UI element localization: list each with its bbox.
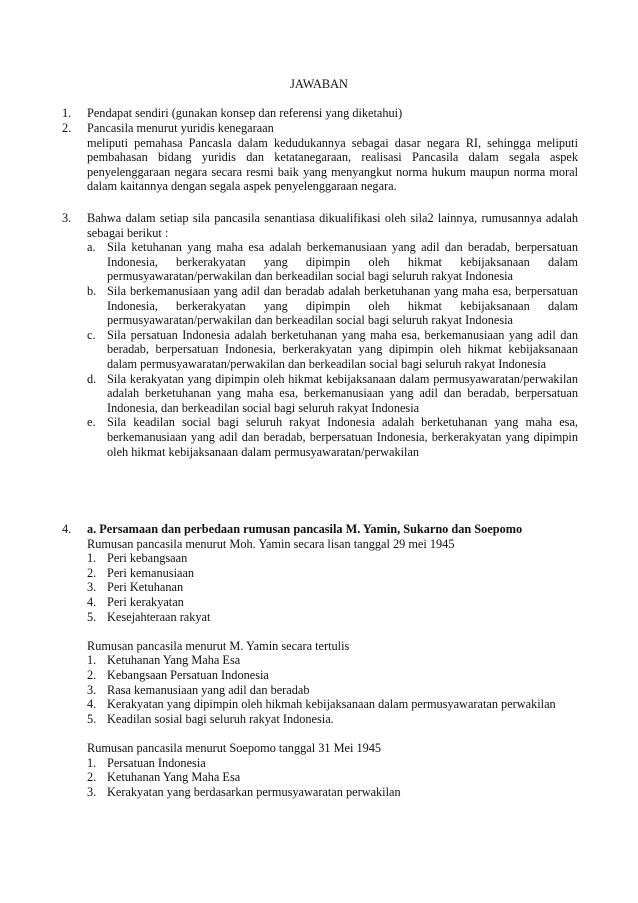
answer-1-text: Pendapat sendiri (gunakan konsep dan referensi yang diketahui) xyxy=(87,106,403,120)
group-title: Rumusan pancasila menurut M. Yamin secara tertulis xyxy=(87,638,350,653)
answer-1-number: 1. xyxy=(62,106,72,120)
list-item: 4. Peri kerakyatan xyxy=(87,594,184,609)
list-item: 1. Ketuhanan Yang Maha Esa xyxy=(87,653,241,668)
answer-2-text: meliputi pemahasa Pancasla dalam kedudukannya sebagai dasar negara RI, sehingga meliputi pembahasan bidang yuridis dan ketatanegaraan, realisasi Pancasila dalam segala aspek penyelenggaraan negara secara resmi baik yang menyangkut norma hukum maupun norma moral dalam kaitannya dengan segala aspek penyelenggaraan negara. xyxy=(87,135,578,194)
answer-4-group-yamin-lisan xyxy=(87,537,578,625)
answer-4-number: 4. xyxy=(62,522,72,536)
list-item: 2. Kebangsaan Persatuan Indonesia xyxy=(87,667,269,682)
answer-3-item-a: a. Sila ketuhanan yang maha esa adalah berkemanusiaan yang adil dan beradab, berpersatuan Indonesia, berkerakyatan yang dipimpin oleh hikmat kebijaksanaan dalam permusyawaratan/perwakilan dan berkeadilan social bagi seluruh rakyat Indonesia xyxy=(87,240,578,284)
list-item: 3. Peri Ketuhanan xyxy=(87,580,184,595)
answer-2 xyxy=(62,121,578,194)
answer-4-group-yamin-tertulis xyxy=(87,639,578,727)
answer-3-intro: Bahwa dalam setiap sila pancasila senantiasa dikualifikasi oleh sila2 lainnya, rumusannya adalah sebagai berikut : xyxy=(87,211,578,240)
answer-2-number: 2. xyxy=(62,121,72,135)
answer-3-item-b: b. Sila berkemanusiaan yang adil dan beradab adalah berketuhanan yang maha esa, berpersatuan Indonesia, berkerakyatan yang dipimpin oleh hikmat kebijaksanaan dalam permusyawaratan/perwakilan dan berkeadilan social bagi seluruh rakyat Indonesia xyxy=(87,283,578,328)
list-item: 3. Rasa kemanusiaan yang adil dan beradab xyxy=(87,682,310,697)
list-item: 5. Keadilan sosial bagi seluruh rakyat Indonesia. xyxy=(87,711,334,726)
group-title: Rumusan pancasila menurut Moh. Yamin secara lisan tanggal 29 mei 1945 xyxy=(87,536,455,551)
answer-4-group-soepomo xyxy=(87,741,578,799)
answer-4-heading: a. Persamaan dan perbedaan rumusan pancasila M. Yamin, Sukarno dan Soepomo xyxy=(87,522,523,536)
list-item: 3. Kerakyatan yang berdasarkan permusyawaratan perwakilan xyxy=(87,784,401,799)
list-item: 4. Kerakyatan yang dipimpin oleh hikmah kebijaksanaan dalam permusyawaratan perwakilan xyxy=(87,697,556,712)
document-title: JAWABAN xyxy=(290,77,348,91)
answer-3-item-e: e. Sila keadilan social bagi seluruh rakyat Indonesia adalah berketuhanan yang maha esa, berkemanusiaan yang adil dan beradab, berpersatuan Indonesia, berkerakyatan yang dipimpin oleh hikmat kebijaksanaan dalam permusyawaratan/perwakilan xyxy=(87,415,578,459)
answer-3 xyxy=(62,211,578,459)
answer-3-number: 3. xyxy=(62,211,72,225)
answer-2-heading: Pancasila menurut yuridis kenegaraan xyxy=(87,121,274,135)
answer-1 xyxy=(62,106,578,121)
list-item: 2. Peri kemanusiaan xyxy=(87,565,195,580)
answer-3-item-c: c. Sila persatuan Indonesia adalah berketuhanan yang maha esa, berkemanusiaan yang adil dan beradab, berpersatuan Indonesia, berkerakyatan yang dipimpin oleh hikmat kebijaksanaan dalam permusyawaratan/perwakilan dan berkeadilan social bagi seluruh rakyat Indonesia xyxy=(87,327,578,371)
list-item: 5. Kesejahteraan rakyat xyxy=(87,609,211,624)
list-item: 1. Persatuan Indonesia xyxy=(87,755,206,770)
group-title: Rumusan pancasila menurut Soepomo tanggal 31 Mei 1945 xyxy=(87,740,382,755)
answer-3-item-d: d. Sila kerakyatan yang dipimpin oleh hikmat kebijaksanaan dalam permusyawaratan/perwakilan adalah berketuhanan yang maha esa, berkemanusiaan yang adil dan beradab, berpersatuan Indonesia, dan berkeadilan social bagi seluruh rakyat Indonesia xyxy=(87,371,578,415)
list-item: 2. Ketuhanan Yang Maha Esa xyxy=(87,770,241,785)
list-item: 1. Peri kebangsaan xyxy=(87,551,188,566)
answer-4 xyxy=(62,522,578,799)
